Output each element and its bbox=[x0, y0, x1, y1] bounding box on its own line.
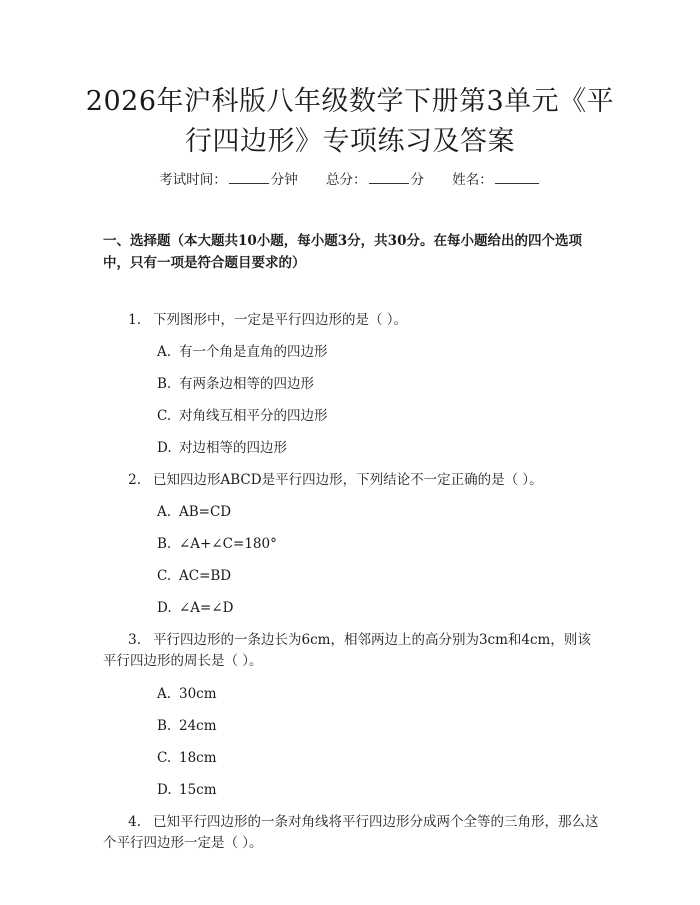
option-text: 18cm bbox=[179, 750, 217, 766]
option-text: 有一个角是直角的四边形 bbox=[179, 344, 328, 360]
q3-option-a bbox=[157, 684, 577, 705]
name-label: 姓名： bbox=[452, 172, 493, 188]
question-text: 已知四边形ABCD是平行四边形，下列结论不一定正确的是（ ）。 bbox=[153, 472, 543, 488]
option-text: 30cm bbox=[179, 686, 217, 702]
q3-option-c bbox=[157, 748, 577, 769]
option-letter: C. bbox=[157, 408, 172, 424]
question-number: 3. bbox=[128, 632, 141, 648]
option-letter: B. bbox=[157, 376, 172, 392]
question-1 bbox=[103, 310, 601, 331]
option-text: ∠A+∠C=180° bbox=[179, 536, 277, 552]
option-letter: D. bbox=[157, 440, 172, 456]
option-letter: B. bbox=[157, 718, 172, 734]
name-blank bbox=[495, 171, 539, 184]
option-text: 有两条边相等的四边形 bbox=[179, 376, 314, 392]
q2-option-d bbox=[157, 598, 577, 619]
question-text: 已知平行四边形的一条对角线将平行四边形分成两个全等的三角形，那么这个平行四边形一定是（ ）。 bbox=[103, 814, 599, 851]
score-label: 总分： bbox=[326, 172, 367, 188]
question-number: 2. bbox=[128, 472, 141, 488]
time-unit: 分钟 bbox=[270, 172, 298, 188]
question-4 bbox=[103, 812, 601, 854]
section-heading: 一、选择题（本大题共10小题，每小题3分，共30分。在每小题给出的四个选项中，只有一项是符合题目要求的） bbox=[103, 233, 582, 271]
option-text: 对角线互相平分的四边形 bbox=[179, 408, 328, 424]
option-text: 对边相等的四边形 bbox=[179, 440, 287, 456]
time-field bbox=[159, 170, 298, 190]
q2-option-b bbox=[157, 534, 577, 555]
time-label: 考试时间： bbox=[159, 172, 227, 188]
score-blank bbox=[369, 171, 409, 184]
option-text: AB=CD bbox=[179, 504, 232, 520]
option-text: 15cm bbox=[179, 782, 217, 798]
time-blank bbox=[229, 171, 269, 184]
option-text: AC=BD bbox=[179, 568, 232, 584]
score-field bbox=[326, 170, 424, 190]
option-letter: D. bbox=[157, 782, 172, 798]
q1-option-d bbox=[157, 438, 577, 459]
q2-option-a bbox=[157, 502, 577, 523]
q1-option-a bbox=[157, 342, 577, 363]
option-letter: A. bbox=[157, 686, 172, 702]
question-text: 平行四边形的一条边长为6cm，相邻两边上的高分别为3cm和4cm，则该平行四边形的周长是（ ）。 bbox=[103, 632, 591, 669]
question-2 bbox=[103, 470, 601, 491]
option-text: ∠A=∠D bbox=[179, 600, 234, 616]
question-3 bbox=[103, 630, 601, 672]
option-letter: B. bbox=[157, 536, 172, 552]
score-unit: 分 bbox=[410, 172, 424, 188]
q1-option-c bbox=[157, 406, 577, 427]
option-letter: C. bbox=[157, 750, 172, 766]
q2-option-c bbox=[157, 566, 577, 587]
document-title: 2026年沪科版八年级数学下册第3单元《平行四边形》专项练习及答案 bbox=[85, 86, 615, 157]
option-letter: C. bbox=[157, 568, 172, 584]
question-text: 下列图形中，一定是平行四边形的是（ ）。 bbox=[153, 312, 408, 328]
name-field bbox=[452, 170, 541, 190]
option-letter: D. bbox=[157, 600, 172, 616]
question-number: 1. bbox=[128, 312, 141, 328]
exam-meta bbox=[0, 170, 700, 190]
q3-option-d bbox=[157, 780, 577, 801]
option-text: 24cm bbox=[179, 718, 217, 734]
option-letter: A. bbox=[157, 504, 172, 520]
q3-option-b bbox=[157, 716, 577, 737]
q1-option-b bbox=[157, 374, 577, 395]
question-number: 4. bbox=[128, 814, 141, 830]
option-letter: A. bbox=[157, 344, 172, 360]
